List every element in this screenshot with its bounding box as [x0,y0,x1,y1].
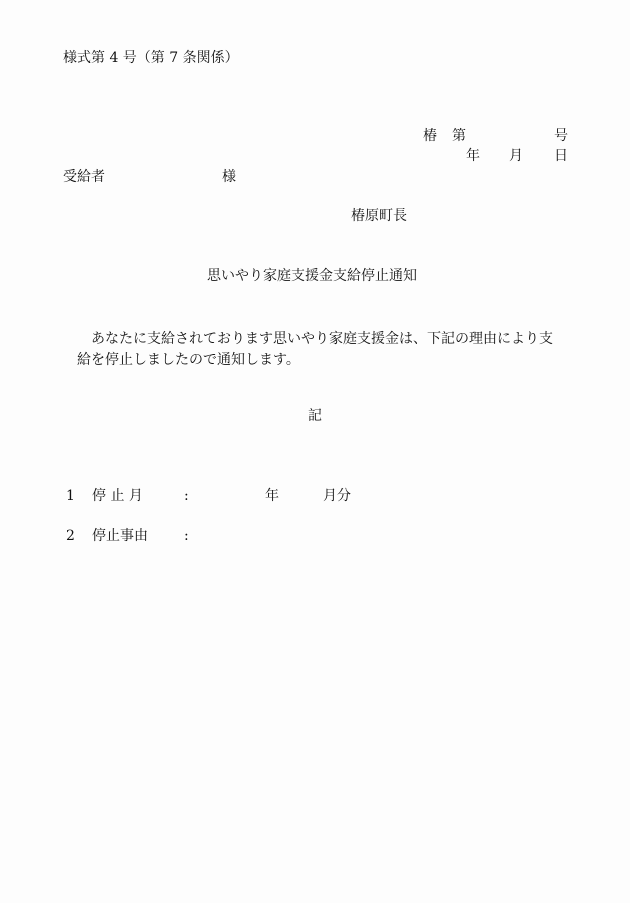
reference-go: 号 [554,128,568,144]
issuer-name: 椿原町長 [351,208,407,224]
recipient-label: 受給者 [63,169,105,185]
form-number: 様式第 4 号（第 7 条関係） [63,50,239,66]
date-month-label: 月 [509,148,523,164]
item-month-label: 月分 [323,488,351,504]
reference-number-line [400,129,568,145]
body-paragraph [63,329,573,371]
item-year-label: 年 [265,488,279,504]
date-year-label: 年 [466,148,480,164]
ki-heading: 記 [308,408,322,424]
date-line [400,149,568,165]
recipient-honorific: 様 [222,169,236,185]
list-item-stop-reason [63,529,383,545]
item-colon: : [184,488,189,504]
item-number: 2 [66,528,75,544]
reference-dai: 第 [452,128,466,144]
item-label: 停止事由 [92,528,148,544]
body-line-2: 給を停止しましたので通知します。 [77,352,300,368]
item-number: 1 [66,488,75,504]
date-day-label: 日 [554,148,568,164]
item-label: 停 止 月 [92,488,143,504]
document-title: 思いやり家庭支援金支給停止通知 [207,268,417,284]
item-colon: : [184,528,189,544]
body-line-1: あなたに支給されております思いやり家庭支援金は、下記の理由により支 [91,331,553,347]
list-item-stop-month [63,489,383,505]
reference-prefix: 椿 [423,128,437,144]
